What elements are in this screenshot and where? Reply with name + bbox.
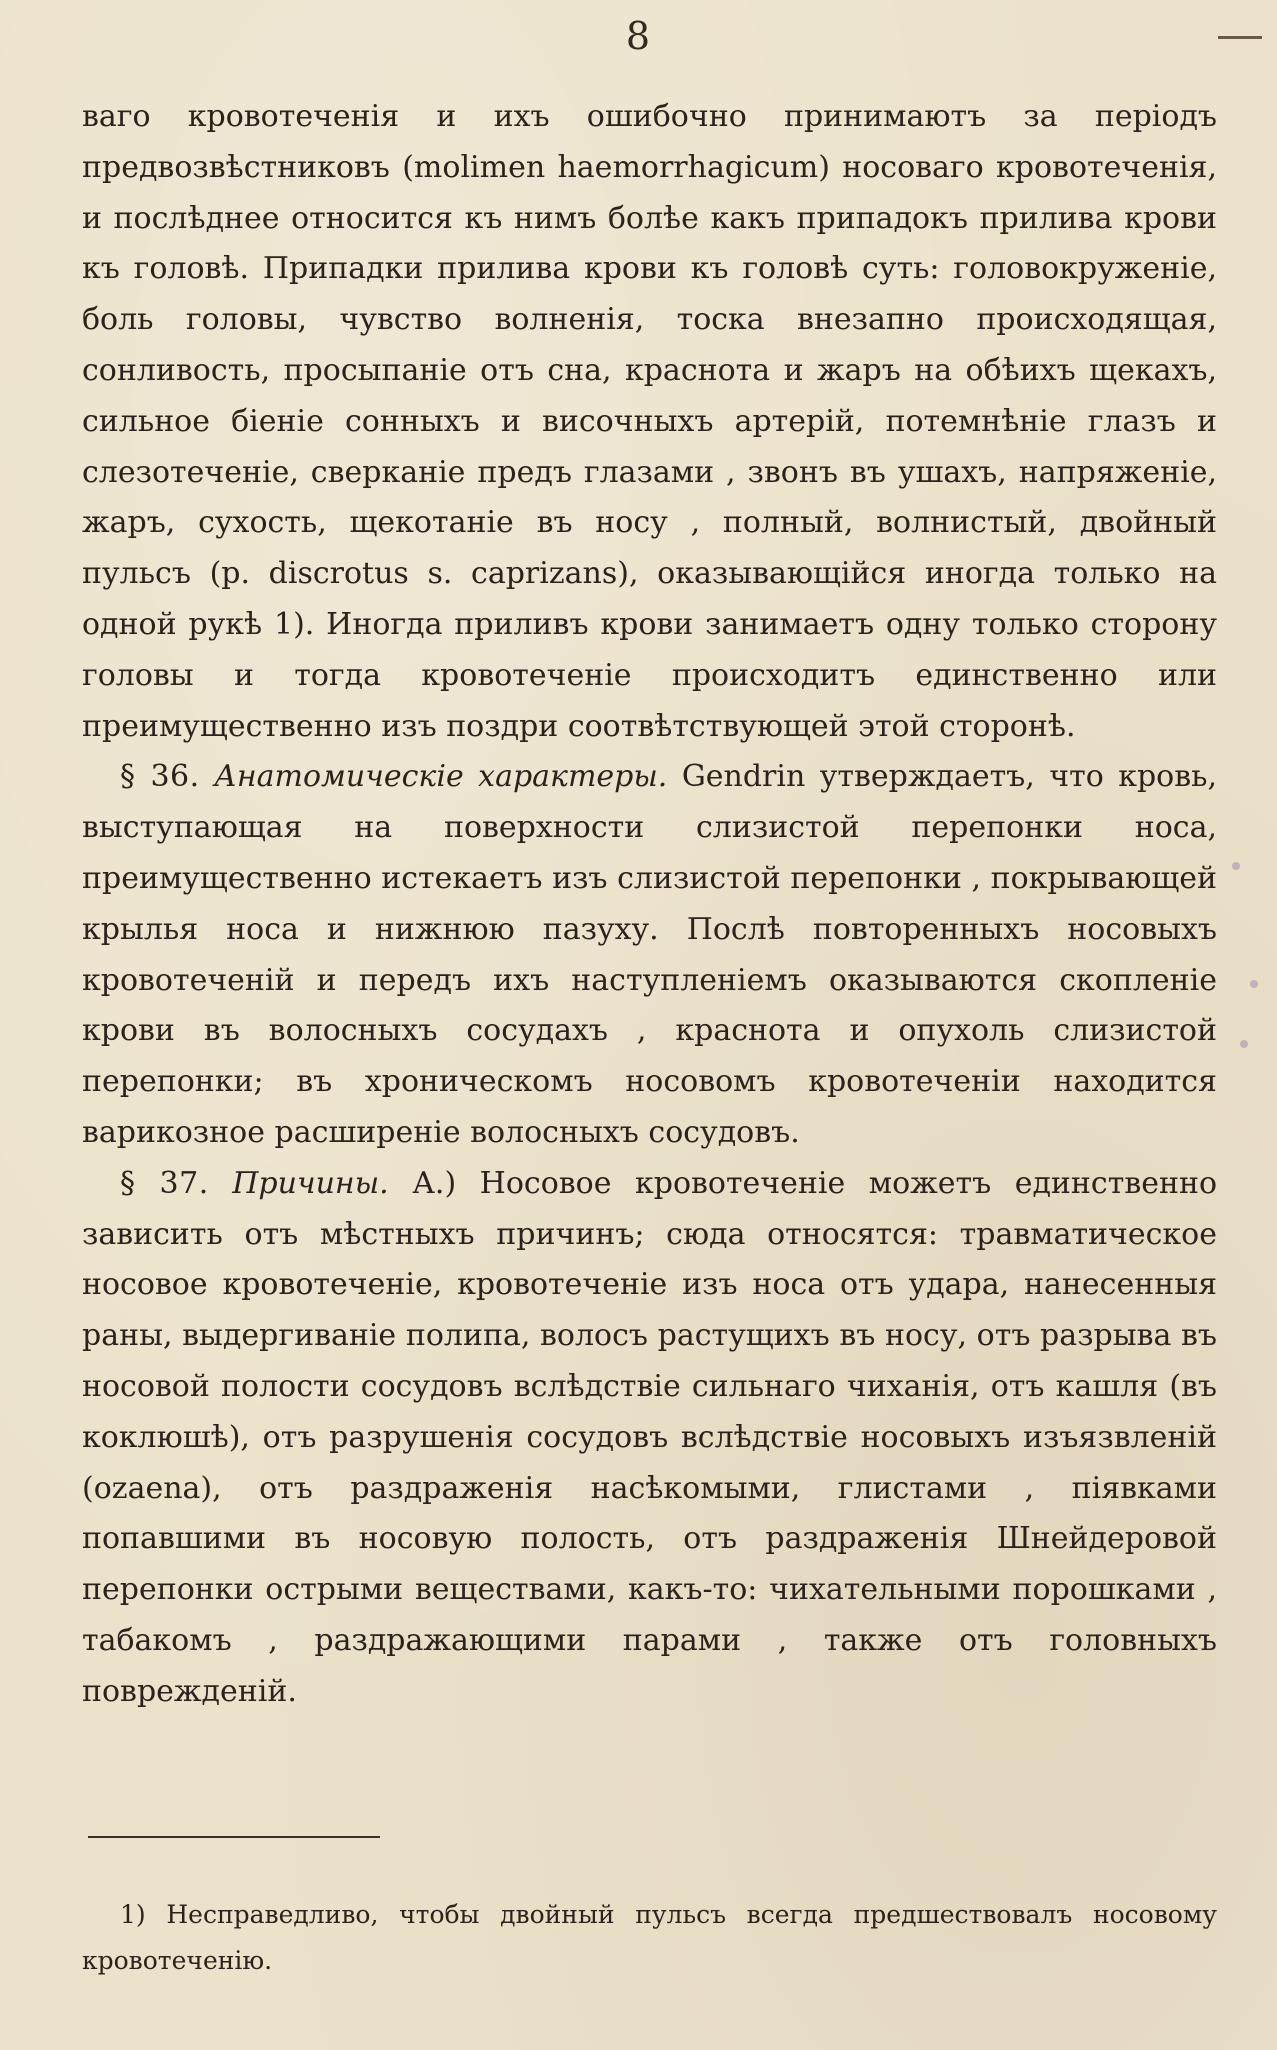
section-37-number: § 37. bbox=[120, 1165, 209, 1201]
paragraph-continuation: ваго кровотеченія и ихъ ошибочно принимаютъ за періодъ предвозвѣстниковъ (molimen haemorrhagicum) носоваго кровотеченія, и послѣднее относится къ нимъ болѣе какъ припадокъ прилива крови къ головѣ. Припадки прилива крови къ головѣ суть: головокруженіе, боль головы, чувство волненія, тоска внезапно происходящая, сонливость, просыпаніе отъ сна, краснота и жаръ на обѣихъ щекахъ, сильное біеніе сонныхъ и височныхъ артерій, потемнѣніе глазъ и слезотеченіе, сверканіе предъ глазами , звонъ въ ушахъ, напряженіе, жаръ, сухость, щекотаніе въ носу , полный, волнистый, двойный пульсъ (p. discrotus s. caprizans), оказывающійся иногда только на одной рукѣ 1). Иногда приливъ крови занимаетъ одну только сторону головы и тогда кровотеченіе происходитъ единственно или преимущественно изъ поздри соотвѣтствующей этой сторонѣ. bbox=[82, 99, 1217, 744]
footnote-text: 1) Несправедливо, чтобы двойный пульсъ всегда предшествовалъ носовому кровотеченію. bbox=[82, 1900, 1217, 1975]
ink-speck bbox=[1232, 862, 1240, 870]
main-text bbox=[82, 92, 1217, 1718]
corner-mark bbox=[1218, 36, 1262, 39]
section-36-number: § 36. bbox=[120, 759, 200, 795]
section-37 bbox=[82, 1159, 1217, 1718]
footnote bbox=[82, 1892, 1217, 1984]
section-36 bbox=[82, 752, 1217, 1158]
section-37-text: А.) Носовое кровотеченіе можетъ единственно зависить отъ мѣстныхъ причинъ; сюда относятся: травматическое носовое кровотеченіе, кровотеченіе изъ носа отъ удара, нанесенныя раны, выдергиваніе полипа, волосъ растущихъ въ носу, отъ разрыва въ носовой полости сосудовъ вслѣдствіе сильнаго чиханія, отъ кашля (въ коклюшѣ), отъ разрушенія сосудовъ вслѣдствіе носовыхъ изъязвленій (ozaena), отъ раздраженія насѣкомыми, глистами , піявками попавшими въ носовую полость, отъ раздраженія Шнейдеровой перепонки острыми веществами, какъ-то: чихательными порошками , табакомъ , раздражающими парами , также отъ головныхъ поврежденій. bbox=[82, 1165, 1218, 1709]
section-37-heading: Причины. bbox=[232, 1165, 389, 1201]
ink-speck bbox=[1240, 1040, 1248, 1048]
footnote-divider bbox=[88, 1836, 380, 1838]
page-number: 8 bbox=[625, 14, 652, 58]
section-36-text: Gendrin утверждаетъ, что кровь, выступающая на поверхности слизистой перепонки носа, преимущественно истекаетъ изъ слизистой перепонки , покрывающей крылья носа и нижнюю пазуху. Послѣ повторенныхъ носовыхъ кровотеченій и передъ ихъ наступленіемъ оказываются скопленіе крови въ волосныхъ сосудахъ , краснота и опухоль слизистой перепонки; въ хроническомъ носовомъ кровотеченіи находится варикозное расширеніе волосныхъ сосудовъ. bbox=[82, 759, 1217, 1150]
ink-speck bbox=[1250, 980, 1258, 988]
section-36-heading: Анатомическіе характеры. bbox=[214, 759, 668, 795]
